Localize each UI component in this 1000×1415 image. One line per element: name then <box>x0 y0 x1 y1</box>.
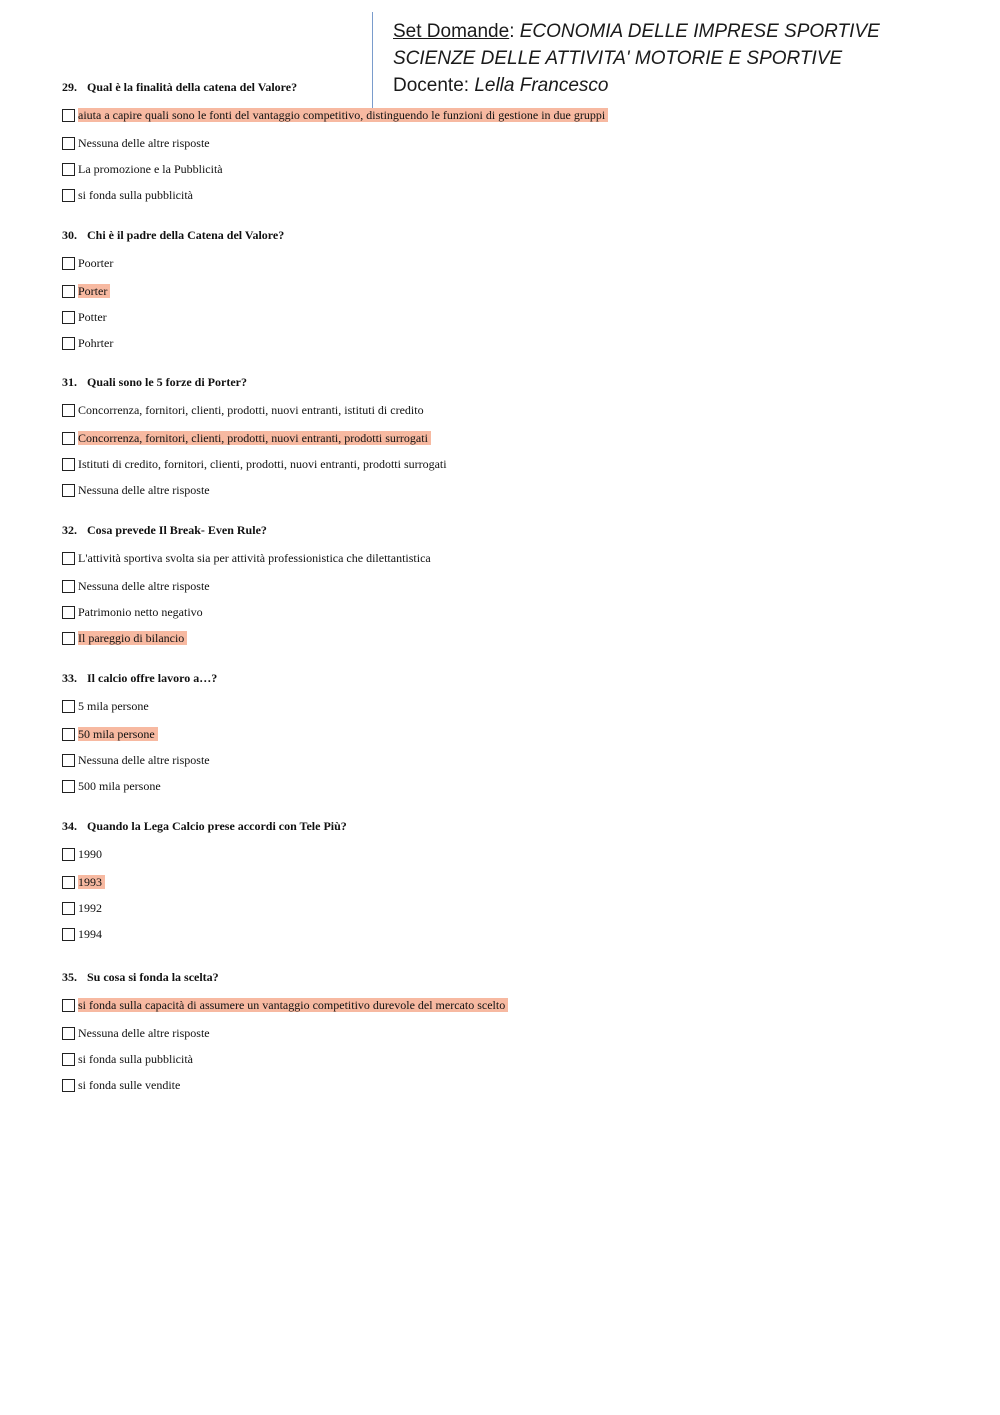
answer-text-highlighted: Il pareggio di bilancio <box>78 631 187 645</box>
answer-option[interactable] <box>62 255 116 271</box>
question-number: 30. <box>62 228 77 242</box>
answer-option[interactable] <box>62 161 226 177</box>
answer-text: L'attività sportiva svolta sia per attività professionistica che dilettantistica <box>78 551 431 565</box>
answer-text: 1992 <box>78 901 102 915</box>
question-number: 32. <box>62 523 77 537</box>
answer-checkbox[interactable] <box>62 404 75 417</box>
answer-option[interactable] <box>62 578 213 594</box>
answer-option[interactable] <box>62 698 152 714</box>
answer-option[interactable] <box>62 1051 196 1067</box>
answer-text: Istituti di credito, fornitori, clienti, prodotti, nuovi entranti, prodotti surrogati <box>78 457 447 471</box>
answer-option[interactable] <box>62 900 105 916</box>
answer-checkbox[interactable] <box>62 285 75 298</box>
question-text: Su cosa si fonda la scelta? <box>87 970 219 984</box>
answer-text: Nessuna delle altre risposte <box>78 1026 210 1040</box>
answer-checkbox[interactable] <box>62 632 75 645</box>
answer-option[interactable] <box>62 778 164 794</box>
degree-title: SCIENZE DELLE ATTIVITA' MOTORIE E SPORTIVE <box>393 48 843 69</box>
answer-text: Pohrter <box>78 336 114 350</box>
answer-checkbox[interactable] <box>62 189 75 202</box>
answer-checkbox[interactable] <box>62 928 75 941</box>
answer-text-highlighted: 1993 <box>78 875 105 889</box>
answer-option[interactable] <box>62 874 105 890</box>
answer-text: Nessuna delle altre risposte <box>78 579 210 593</box>
answer-text: La promozione e la Pubblicità <box>78 162 223 176</box>
answer-option[interactable] <box>62 726 158 742</box>
answer-option[interactable] <box>62 997 508 1013</box>
answer-text: Nessuna delle altre risposte <box>78 753 210 767</box>
answer-option[interactable] <box>62 630 187 646</box>
question-32 <box>62 523 267 538</box>
answer-checkbox[interactable] <box>62 1079 75 1092</box>
answer-option[interactable] <box>62 107 608 123</box>
teacher-row <box>393 72 880 99</box>
answer-checkbox[interactable] <box>62 109 75 122</box>
answer-checkbox[interactable] <box>62 902 75 915</box>
question-35 <box>62 970 219 985</box>
answer-option[interactable] <box>62 1077 183 1093</box>
answer-checkbox[interactable] <box>62 848 75 861</box>
answer-text: Nessuna delle altre risposte <box>78 136 210 150</box>
answer-checkbox[interactable] <box>62 999 75 1012</box>
question-text: Chi è il padre della Catena del Valore? <box>87 228 285 242</box>
set-label: Set Domande <box>393 21 510 42</box>
teacher-name: Lella Francesco <box>474 75 609 96</box>
document-header <box>393 18 880 99</box>
answer-option[interactable] <box>62 1025 213 1041</box>
answer-checkbox[interactable] <box>62 780 75 793</box>
header-divider <box>372 12 373 110</box>
question-text: Cosa prevede Il Break- Even Rule? <box>87 523 267 537</box>
answer-text: si fonda sulla pubblicità <box>78 1052 193 1066</box>
answer-option[interactable] <box>62 604 206 620</box>
answer-text: si fonda sulle vendite <box>78 1078 181 1092</box>
answer-option[interactable] <box>62 926 105 942</box>
answer-checkbox[interactable] <box>62 458 75 471</box>
answer-text: 5 mila persone <box>78 699 149 713</box>
answer-option[interactable] <box>62 482 213 498</box>
answer-option[interactable] <box>62 335 116 351</box>
question-number: 29. <box>62 80 77 94</box>
answer-option[interactable] <box>62 283 110 299</box>
teacher-label: Docente: <box>393 75 470 96</box>
question-30 <box>62 228 284 243</box>
answer-option[interactable] <box>62 402 427 418</box>
question-number: 31. <box>62 375 77 389</box>
answer-text-highlighted: aiuta a capire quali sono le fonti del vantaggio competitivo, distinguendo le funzioni di gestione in due gruppi <box>78 108 608 122</box>
question-text: Quali sono le 5 forze di Porter? <box>87 375 247 389</box>
answer-checkbox[interactable] <box>62 484 75 497</box>
course-title: ECONOMIA DELLE IMPRESE SPORTIVE <box>519 21 880 42</box>
answer-text: Patrimonio netto negativo <box>78 605 203 619</box>
answer-checkbox[interactable] <box>62 137 75 150</box>
answer-checkbox[interactable] <box>62 552 75 565</box>
answer-checkbox[interactable] <box>62 337 75 350</box>
question-31 <box>62 375 247 390</box>
answer-option[interactable] <box>62 309 110 325</box>
answer-text: Nessuna delle altre risposte <box>78 483 210 497</box>
answer-text: 1994 <box>78 927 102 941</box>
answer-option[interactable] <box>62 430 431 446</box>
answer-option[interactable] <box>62 135 213 151</box>
answer-text-highlighted: Porter <box>78 284 110 298</box>
answer-text: Potter <box>78 310 107 324</box>
answer-option[interactable] <box>62 456 450 472</box>
answer-text: Concorrenza, fornitori, clienti, prodotti, nuovi entranti, istituti di credito <box>78 403 424 417</box>
answer-text-highlighted: Concorrenza, fornitori, clienti, prodotti, nuovi entranti, prodotti surrogati <box>78 431 431 445</box>
set-row <box>393 18 880 45</box>
answer-checkbox[interactable] <box>62 432 75 445</box>
question-29 <box>62 80 297 95</box>
answer-option[interactable] <box>62 846 105 862</box>
answer-option[interactable] <box>62 752 213 768</box>
answer-checkbox[interactable] <box>62 163 75 176</box>
answer-checkbox[interactable] <box>62 700 75 713</box>
answer-checkbox[interactable] <box>62 257 75 270</box>
question-34 <box>62 819 347 834</box>
answer-option[interactable] <box>62 550 434 566</box>
answer-text-highlighted: 50 mila persone <box>78 727 158 741</box>
answer-checkbox[interactable] <box>62 606 75 619</box>
question-text: Il calcio offre lavoro a…? <box>87 671 218 685</box>
answer-text: 1990 <box>78 847 102 861</box>
answer-checkbox[interactable] <box>62 876 75 889</box>
answer-checkbox[interactable] <box>62 311 75 324</box>
question-number: 33. <box>62 671 77 685</box>
question-number: 34. <box>62 819 77 833</box>
question-text: Quando la Lega Calcio prese accordi con Tele Più? <box>87 819 347 833</box>
question-text: Qual è la finalità della catena del Valore? <box>87 80 298 94</box>
degree-row <box>393 45 880 72</box>
question-number: 35. <box>62 970 77 984</box>
answer-option[interactable] <box>62 187 196 203</box>
answer-text: si fonda sulla pubblicità <box>78 188 193 202</box>
answer-text-highlighted: si fonda sulla capacità di assumere un vantaggio competitivo durevole del mercato scelto <box>78 998 508 1012</box>
answer-text: 500 mila persone <box>78 779 161 793</box>
set-separator: : <box>509 21 515 42</box>
answer-text: Poorter <box>78 256 114 270</box>
answer-checkbox[interactable] <box>62 1027 75 1040</box>
question-33 <box>62 671 217 686</box>
answer-checkbox[interactable] <box>62 580 75 593</box>
answer-checkbox[interactable] <box>62 728 75 741</box>
answer-checkbox[interactable] <box>62 754 75 767</box>
answer-checkbox[interactable] <box>62 1053 75 1066</box>
